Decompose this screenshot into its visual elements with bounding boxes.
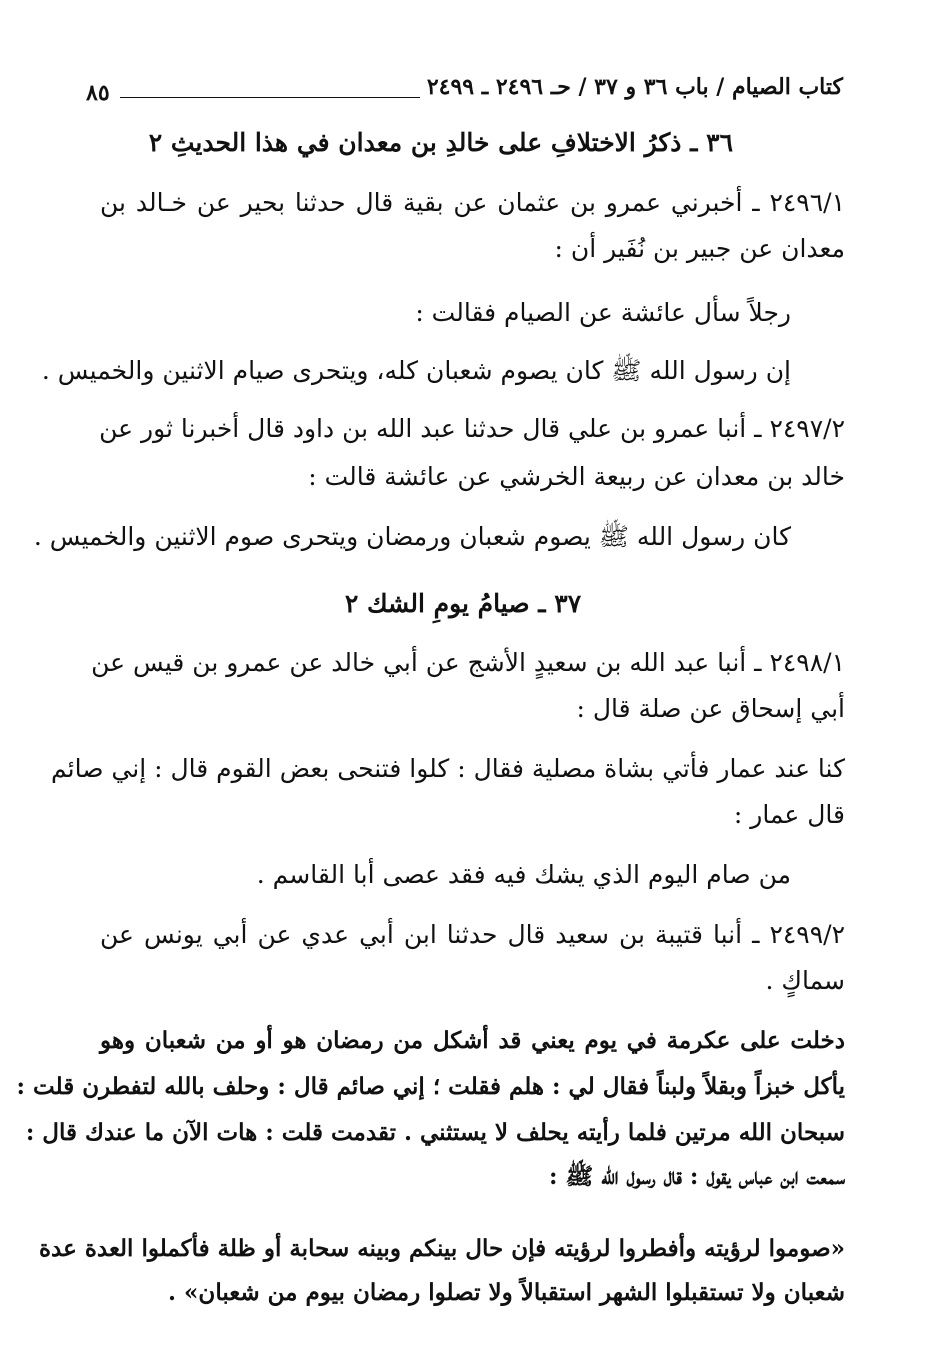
running-header-title: كتاب الصيام / باب ٣٦ و ٣٧ / حـ ٢٤٩٦ ـ ٢٤٩٩ <box>426 74 843 100</box>
hadith-2496-line-3: رجلاً سأل عائشة عن الصيام فقالت : <box>415 298 791 327</box>
hadith-2499-line-1: ٢٤٩٩/٢ ـ أنبا قتيبة بن سعيد قال حدثنا ابن أبي عدي عن أبي يونس عن <box>100 920 845 949</box>
hadith-2499-line-6: سمعت ابن عباس يقول : قال رسول الله ﷺ : <box>548 1163 845 1190</box>
hadith-2499-line-3: دخلت على عكرمة في يوم يعني قد أشكل من رمضان هو أو من شعبان وهو <box>100 1027 845 1054</box>
hadith-2496-line-2: معدان عن جبير بن نُفَير أن : <box>554 234 845 263</box>
hadith-2498-line-3: كنا عند عمار فأتي بشاة مصلية فقال : كلوا فتنحى بعض القوم قال : إني صائم <box>51 754 845 783</box>
hadith-2499-line-4: يأكل خبزاً وبقلاً ولبناً فقال لي : هلم فقلت ؛ إني صائم قال : وحلف بالله لتفطرن قلت : <box>16 1073 845 1100</box>
hadith-2499-line-5: سبحان الله مرتين فلما رأيته يحلف لا يستثني . تقدمت قلت : هات الآن ما عندك قال : <box>25 1119 845 1146</box>
section-37-heading: ٣٧ ـ صيامُ يومِ الشك ٢ <box>344 589 582 618</box>
hadith-2496-line-1: ٢٤٩٦/١ ـ أخبرني عمرو بن عثمان عن بقية قال حدثنا بحير عن خـالد بن <box>100 188 845 217</box>
page-number: ٨٥ <box>86 80 110 106</box>
hadith-2498-line-2: أبي إسحاق عن صلة قال : <box>576 694 845 723</box>
hadith-2498-line-1: ٢٤٩٨/١ ـ أنبا عبد الله بن سعيدٍ الأشج عن أبي خالد عن عمرو بن قيس عن <box>91 648 845 677</box>
section-36-heading: ٣٦ ـ ذكرُ الاختلافِ على خالدِ بن معدان في هذا الحديثِ ٢ <box>148 128 733 157</box>
hadith-2499-line-2: سماكٍ . <box>765 966 845 995</box>
hadith-2498-line-4: قال عمار : <box>733 800 845 829</box>
hadith-2497-line-3: كان رسول الله ﷺ يصوم شعبان ورمضان ويتحرى صوم الاثنين والخميس . <box>33 522 791 551</box>
hadith-2497-line-1: ٢٤٩٧/٢ ـ أنبا عمرو بن علي قال حدثنا عبد الله بن داود قال أخبرنا ثور عن <box>99 414 845 443</box>
hadith-2499-line-8: شعبان ولا تستقبلوا الشهر استقبالاً ولا تصلوا رمضان بيوم من شعبان» . <box>168 1279 845 1306</box>
hadith-2498-line-5: من صام اليوم الذي يشك فيه فقد عصى أبا القاسم . <box>256 860 791 889</box>
hadith-2496-line-4: إن رسول الله ﷺ كان يصوم شعبان كله، ويتحرى صيام الاثنين والخميس . <box>41 356 791 385</box>
header-rule <box>120 97 420 98</box>
hadith-2497-line-2: خالد بن معدان عن ربيعة الخرشي عن عائشة قالت : <box>308 462 845 491</box>
hadith-2499-line-7: «صوموا لرؤيته وأفطروا لرؤيته فإن حال بينكم وبينه سحابة أو ظلة فأكملوا العدة عدة <box>38 1235 845 1262</box>
